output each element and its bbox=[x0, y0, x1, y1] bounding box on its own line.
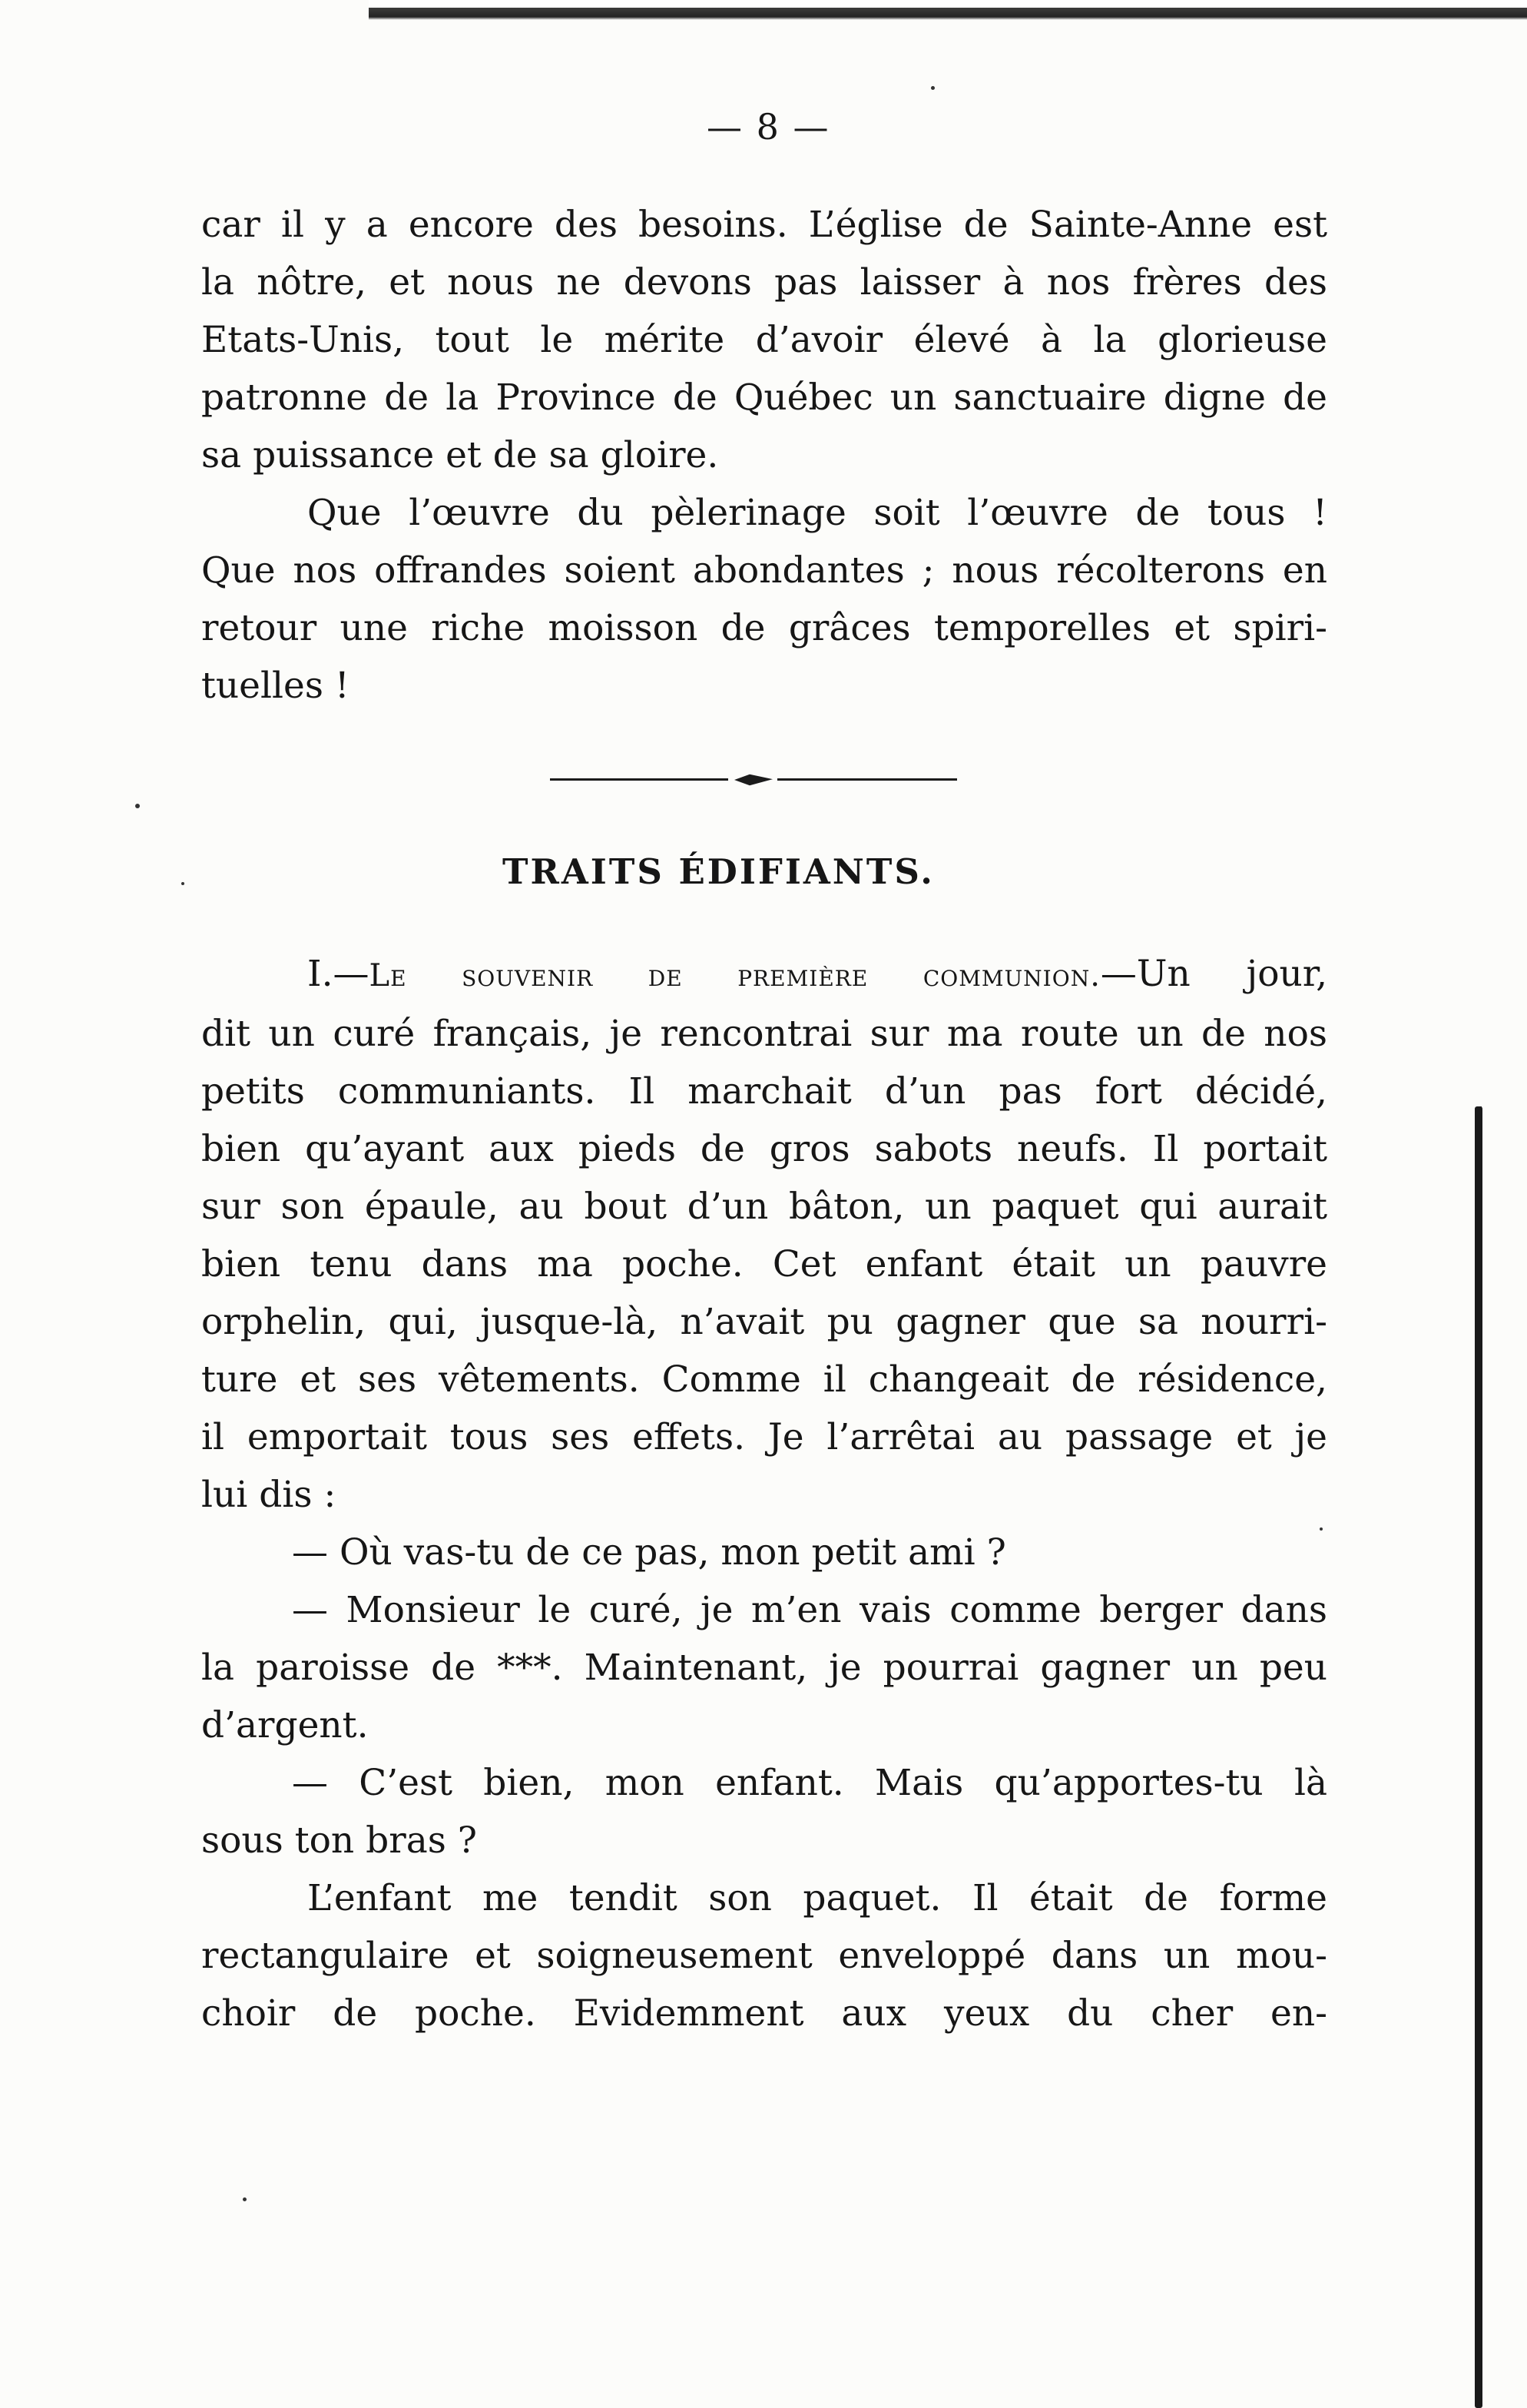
text-line: retour une riche moisson de grâces temporelles et spiri- bbox=[201, 607, 1327, 649]
dialogue-line: sous ton bras ? bbox=[201, 1819, 477, 1862]
print-speck bbox=[931, 86, 935, 90]
dialogue-line: — C’est bien, mon enfant. Mais qu’apportes-tu là bbox=[292, 1762, 1327, 1804]
section-divider-ornament bbox=[550, 776, 957, 784]
story-paragraph bbox=[201, 945, 1327, 2042]
text-line: choir de poche. Evidemment aux yeux du cher en- bbox=[201, 1992, 1327, 2035]
text-line: sur son épaule, au bout d’un bâton, un paquet qui aurait bbox=[201, 1186, 1327, 1228]
paragraph-appeal bbox=[201, 484, 1327, 715]
print-speck bbox=[135, 804, 140, 808]
paragraph-continuation bbox=[201, 196, 1327, 484]
text-line: orphelin, qui, jusque-là, n’avait pu gagner que sa nourri- bbox=[201, 1301, 1327, 1343]
text-line: Etats-Unis, tout le mérite d’avoir élevé à la glorieuse bbox=[201, 319, 1327, 361]
section-heading: TRAITS ÉDIFIANTS. bbox=[502, 851, 935, 892]
text-line: la nôtre, et nous ne devons pas laisser à nos frères des bbox=[201, 261, 1327, 303]
page-top-edge-gap bbox=[0, 0, 369, 20]
dialogue-line: d’argent. bbox=[201, 1704, 369, 1746]
story-title: Le souvenir de première communion. bbox=[369, 958, 1101, 993]
story-lead-line bbox=[201, 945, 1327, 1005]
dialogue-line: — Monsieur le curé, je m’en vais comme berger dans bbox=[292, 1589, 1327, 1631]
text-line: il emportait tous ses effets. Je l’arrêtai au passage et je bbox=[201, 1416, 1327, 1458]
page-number: — 8 — bbox=[707, 106, 830, 148]
story-lead-rest: —Un jour, bbox=[1100, 953, 1328, 995]
text-line: sa puissance et de sa gloire. bbox=[201, 434, 719, 476]
text-line: bien qu’ayant aux pieds de gros sabots neufs. Il portait bbox=[201, 1128, 1327, 1170]
divider-right-rule bbox=[777, 778, 957, 781]
text-line: L’enfant me tendit son paquet. Il était de forme bbox=[307, 1877, 1327, 1919]
text-line: Que l’œuvre du pèlerinage soit l’œuvre de tous ! bbox=[307, 492, 1327, 534]
print-speck bbox=[1320, 1527, 1323, 1531]
text-line: patronne de la Province de Québec un sanctuaire digne de bbox=[201, 376, 1327, 419]
print-speck bbox=[243, 2197, 247, 2201]
divider-left-rule bbox=[550, 778, 728, 781]
text-line: tuelles ! bbox=[201, 665, 349, 707]
spine-rule bbox=[1475, 1106, 1482, 2408]
print-speck bbox=[181, 882, 184, 885]
story-number: I.— bbox=[307, 953, 369, 995]
text-line: car il y a encore des besoins. L’église de Sainte-Anne est bbox=[201, 204, 1327, 246]
book-spine-shadow bbox=[1435, 0, 1527, 2408]
text-line: bien tenu dans ma poche. Cet enfant était un pauvre bbox=[201, 1243, 1327, 1285]
divider-diamond bbox=[734, 773, 773, 787]
dialogue-line: la paroisse de ***. Maintenant, je pourrai gagner un peu bbox=[201, 1647, 1327, 1689]
text-line: dit un curé français, je rencontrai sur ma route un de nos bbox=[201, 1013, 1327, 1055]
text-line: rectangulaire et soigneusement enveloppé dans un mou- bbox=[201, 1935, 1327, 1977]
text-line: ture et ses vêtements. Comme il changeait de résidence, bbox=[201, 1358, 1327, 1401]
text-line: petits communiants. Il marchait d’un pas fort décidé, bbox=[201, 1070, 1327, 1113]
dialogue-line: — Où vas-tu de ce pas, mon petit ami ? bbox=[292, 1531, 1006, 1574]
text-line: lui dis : bbox=[201, 1474, 336, 1516]
text-line: Que nos offrandes soient abondantes ; nous récolterons en bbox=[201, 549, 1327, 592]
